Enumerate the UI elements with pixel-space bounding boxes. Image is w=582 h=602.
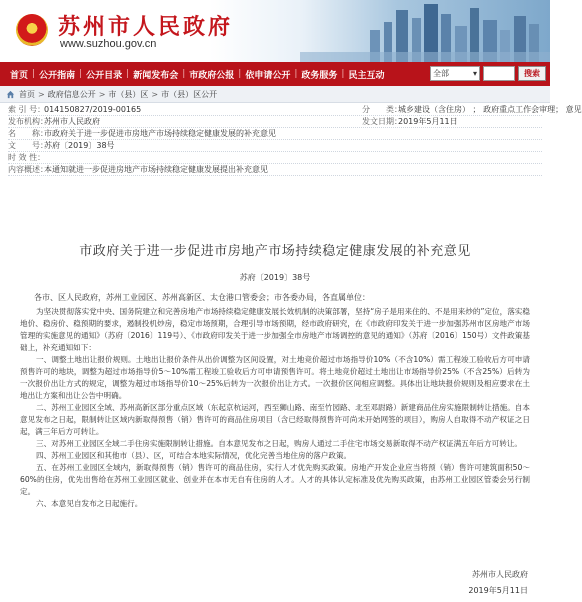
site-name[interactable]: 苏州市人民政府 xyxy=(58,14,234,40)
article-title: 市政府关于进一步促进市房地产市场持续稳定健康发展的补充意见 xyxy=(79,244,471,259)
nav-item-gazette[interactable]: 市政府公报 xyxy=(189,70,235,81)
city-skyline-image xyxy=(300,0,550,62)
nav-item-home[interactable]: 首页 xyxy=(10,70,29,81)
category-label: 分 类： xyxy=(362,105,402,114)
article-signature: 苏州市人民政府 xyxy=(472,570,528,579)
publisher-label: 发布机构： xyxy=(8,117,48,126)
article-sign-date: 2019年5月11日 xyxy=(468,586,528,595)
nav-item-guide[interactable]: 公开指南 xyxy=(39,70,76,81)
breadcrumb-separator: > xyxy=(151,89,159,99)
article-paragraph: 四、苏州工业园区和其他市（县）、区，可结合本地实际情况，优化完善当地住房的落户政策。 xyxy=(36,451,352,460)
chevron-down-icon: ▾ xyxy=(472,69,477,78)
docno-value: 苏府〔2019〕38号 xyxy=(44,141,115,150)
category-cell xyxy=(362,104,582,115)
document-metadata xyxy=(8,104,582,176)
article-paragraph: 二、苏州工业园区全域、苏州高新区部分重点区域（东起京杭运河，西至狮山路、南至竹园路、北至邓尉路）新建商品住房实施限制转让措施。自本意见发布之日起，限制转让区域内新取得预售（销）售许可的商品住房项目（含已经取得预售许可尚未开始网签的项目），购房人自取得不动产权证之日起，满三年后方可转让。 xyxy=(20,403,530,436)
meta-row xyxy=(8,104,582,116)
site-header xyxy=(0,0,550,62)
site-url: www.suzhou.gov.cn xyxy=(60,38,157,50)
index-label: 索 引 号： xyxy=(8,105,46,114)
search-scope-select[interactable] xyxy=(430,66,480,81)
article-paragraph: 五、在苏州工业园区全域内，新取得预售（销）售许可的商品住房，实行人才优先购买政策。房地产开发企业应当将预（销）售许可建筑面积50～60%的住房，优先出售给在苏州工业园区就业、创业并在本市无自有住房的人才。人才的具体认定标准及优先购买政策，由苏州工业园区管委会另行制定。 xyxy=(20,463,530,496)
breadcrumb-open-info[interactable]: 政府信息公开 xyxy=(47,89,96,99)
search-button[interactable]: 搜索 xyxy=(518,66,546,81)
search-area xyxy=(430,66,546,81)
meta-row xyxy=(8,128,542,140)
article-paragraph: 六、本意见自发布之日起施行。 xyxy=(36,499,143,508)
nav-item-interaction[interactable]: 民主互动 xyxy=(348,70,385,81)
breadcrumb-home[interactable]: 首页 xyxy=(19,89,35,99)
search-input[interactable] xyxy=(483,66,515,81)
meta-row xyxy=(8,152,542,164)
date-cell xyxy=(362,116,458,127)
article-doc-number: 苏府〔2019〕38号 xyxy=(239,273,311,282)
date-label: 发文日期： xyxy=(362,117,402,126)
content-label: 内容概述： xyxy=(8,165,48,174)
category-value: 城乡建设（含住房） ； 政府重点工作会审理； 意见 xyxy=(398,105,582,114)
date-value: 2019年5月11日 xyxy=(398,117,458,126)
search-scope-value: 全部 xyxy=(433,69,449,78)
article-paragraph: 一、调整土地出让报价规则。土地出让报价条件从出价调整为区间设置，对土地竞价超过市场指导价10%（不含10%）需工程竣工验收后方可申请预售许可的地块，调整为超过市场指导价5～10%需工程竣工验收后方可申请预售许可。将土地竞价超过土地出让市场指导价25%（不含25%）后转为一次报价出让方式的规定，调整为超过市场指导价10～25%后转为一次报价出让方式。一次报价区间相应调整。具体出让地块报价规则及相应要求在土地出让方案和出让公告中明确。 xyxy=(20,355,530,400)
nav-divider: | xyxy=(294,69,298,79)
nav-divider: | xyxy=(79,69,83,79)
nav-item-application[interactable]: 依申请公开 xyxy=(245,70,291,81)
meta-row xyxy=(8,116,542,128)
national-emblem-icon xyxy=(16,14,48,46)
article-addressee: 各市、区人民政府，苏州工业园区、苏州高新区、太仓港口管委会；市各委办局，各直属单位： xyxy=(34,293,370,302)
nav-item-catalog[interactable]: 公开目录 xyxy=(86,70,123,81)
content-value: 本通知就进一步促进房地产市场持续稳定健康发展提出补充意见 xyxy=(44,165,268,174)
name-value: 市政府关于进一步促进市房地产市场持续稳定健康发展的补充意见 xyxy=(44,129,276,138)
breadcrumb-county[interactable]: 市（县）区 xyxy=(108,89,149,99)
nav-item-services[interactable]: 政务服务 xyxy=(301,70,338,81)
breadcrumb-separator: > xyxy=(98,89,106,99)
nav-divider: | xyxy=(126,69,130,79)
article-paragraph: 三、对苏州工业园区全域二手住房实施限制转让措施。自本意见发布之日起，购房人通过二手住宅市场交易新取得不动产权证满五年后方可转让。 xyxy=(36,439,522,448)
nav-divider: | xyxy=(238,69,242,79)
breadcrumb-separator: > xyxy=(38,89,45,99)
article-paragraph: 为坚决贯彻落实党中央、国务院建立和完善房地产市场持续稳定健康发展长效机制的决策部署，坚持“房子是用来住的、不是用来炒的”定位，落实稳地价、稳房价、稳预期的要求，遏制投机炒房，稳定市场预期，合理引导市场预期，经市政府研究，在《市政府印发关于进一步加强苏州市区房地产市场管理的实施意见的通知》（苏府〔2016〕119号）、《市政府印发关于进一步加强全市房地产市场调控的意见的通知》（苏府〔2016〕150号）文件政策基础上，补充通知如下： xyxy=(20,307,530,352)
name-label: 名 称： xyxy=(8,129,48,138)
docno-label: 文 号： xyxy=(8,141,48,150)
article-body xyxy=(20,306,530,510)
meta-row xyxy=(8,164,542,176)
nav-divider: | xyxy=(182,69,186,79)
home-icon xyxy=(6,90,15,99)
meta-row xyxy=(8,140,542,152)
nav-item-press[interactable]: 新闻发布会 xyxy=(133,70,179,81)
main-nav xyxy=(0,62,550,86)
validity-label: 时 效 性： xyxy=(8,153,46,162)
nav-divider: | xyxy=(32,69,36,79)
breadcrumb xyxy=(0,86,550,103)
nav-divider: | xyxy=(341,69,345,79)
breadcrumb-county-open[interactable]: 市（县）区公开 xyxy=(161,89,218,99)
index-value: 014150827/2019-00165 xyxy=(44,105,142,114)
publisher-value: 苏州市人民政府 xyxy=(44,117,100,126)
